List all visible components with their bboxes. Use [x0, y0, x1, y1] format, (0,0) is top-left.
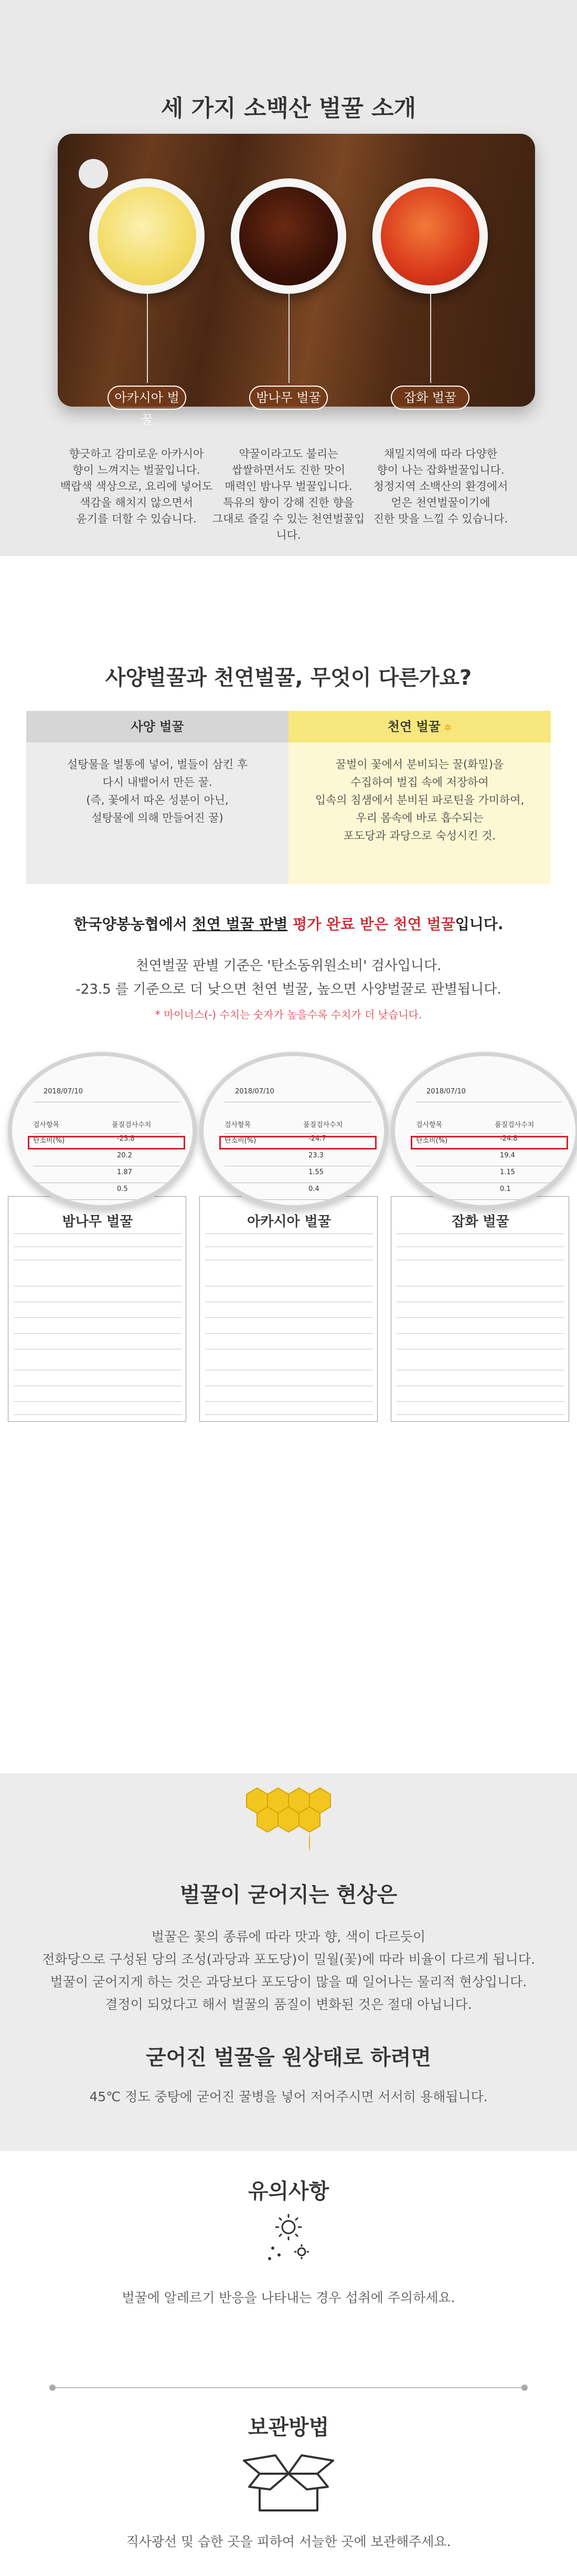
wildflower-description: 채밀지역에 따라 다양한 향이 나는 잡화벌꿀입니다. 청정지역 소백산의 환경에서 얻은 천연벌꿀이기에 진한 맛을 느낄 수 있습니다.	[373, 448, 508, 525]
kapa-line-2: -23.5 를 기준으로 더 낮으면 천연 벌꿀, 높으면 사양벌꿀로 판별됩니다.	[76, 982, 501, 997]
kapa-test-section	[0, 913, 577, 1773]
wildflower-label: 잡화 벌꿀	[391, 386, 469, 410]
co2-highlight-box	[219, 1136, 377, 1149]
compare-title: 사양벌꿀과 천연벌꿀, 무엇이 다른가요?	[105, 666, 472, 690]
natural-honey-header: 천연 벌꿀 ✲	[288, 711, 551, 742]
co2-value: -23.8	[117, 1135, 135, 1143]
sun-sparkle-icon	[257, 2209, 320, 2266]
caution-body: 벌꿀에 알레르기 반응을 나타내는 경우 섭취에 주의하세요.	[122, 2290, 455, 2305]
crystal-title: 벌꿀이 굳어지는 현상은	[179, 1883, 398, 1907]
compare-section	[0, 556, 577, 913]
doc-label: 잡화 벌꿀	[433, 1210, 528, 1231]
crystallization-section	[0, 1773, 577, 2151]
crystal-body: 벌꿀은 꽃의 종류에 따라 맛과 향, 색이 다르듯이 전화당으로 구성된 당의 조성(과당과 포도당)이 밀월(꽃)에 따라 비율이 다르게 됩니다. 벌꿀이 굳어지게 하는 것은 과당보다 포도당이 많을 때 일어나는 물리적 현상입니다. 결정이 되었다고 해서 벌꿀의 품질이 변화된 것은 절대 아닙니다.	[42, 1929, 535, 2012]
caution-title: 유의사항	[248, 2179, 329, 2204]
restore-body: 45℃ 정도 중탕에 굳어진 꿀병을 넣어 저어주시면 서서히 용해됩니다.	[89, 2089, 488, 2104]
kapa-line-1: 천연벌꿀 판별 기준은 '탄소동위원소비' 검사입니다.	[135, 958, 442, 974]
feed-honey-header: 사양 벌꿀	[26, 711, 288, 742]
doc-label: 밤나무 벌꿀	[50, 1210, 145, 1231]
natural-honey-body: 꿀벌이 꽃에서 분비되는 꿀(화밀)을 수집하여 벌집 속에 저장하여 입속의 침샘에서 분비된 파로틴을 가미하여, 우리 몸속에 바로 흡수되는 포도당과 과당으로 숙성시킨 것.	[288, 742, 551, 884]
chestnut-bowl-image	[231, 178, 346, 294]
sparkle-icon: ✲	[440, 722, 452, 733]
doc-label: 아카시아 벌꿀	[242, 1210, 336, 1231]
box-icon	[239, 2447, 338, 2516]
restore-title: 굳어진 벌꿀을 원상태로 하려면	[145, 2046, 432, 2070]
acacia-label: 아카시아 벌꿀	[108, 386, 186, 410]
kapa-note: * 마이너스(-) 수치는 숫자가 높을수록 수치가 더 낮습니다.	[155, 1008, 422, 1021]
certificate-doc-chestnut	[8, 1196, 186, 1422]
co2-highlight-box	[28, 1136, 185, 1149]
co2-value: -24.8	[500, 1135, 518, 1143]
storage-title: 보관방법	[248, 2415, 329, 2440]
compare-table	[26, 711, 551, 884]
chestnut-description: 약꿀이라고도 불리는 쌉쌀하면서도 진한 맛이 매력인 밤나무 벌꿀입니다. 특유의 향이 강해 진한 향을 그대로 즐길 수 있는 천연벌꿀입니다.	[212, 448, 365, 541]
acacia-bowl-image	[89, 178, 205, 294]
storage-body: 직사광선 및 습한 곳을 피하여 서늘한 곳에 보관해주세요.	[126, 2534, 451, 2549]
co2-highlight-box	[411, 1136, 568, 1149]
co2-value: -24.7	[308, 1135, 326, 1143]
feed-honey-body: 설탕물을 벌통에 넣어, 벌들이 삼킨 후 다시 내뱉어서 만든 꿀. (즉, 꽃에서 따온 성분이 아닌, 설탕물에 의해 만들어진 꿀)	[26, 742, 288, 884]
magnifier-chestnut: 2018/07/10 검사항목 품질검사수치 탄소비(%) -23.8 20.2 1.87 0.5	[8, 1052, 197, 1209]
chestnut-label: 밤나무 벌꿀	[249, 386, 328, 410]
intro-title: 세 가지 소백산 벌꿀 소개	[161, 95, 416, 122]
honeycomb-icon	[231, 1773, 346, 1857]
magnifier-wildflower: 2018/07/10 검사항목 품질검사수치 탄소비(%) -24.8 19.4 1.15 0.1	[391, 1052, 577, 1209]
section-divider	[52, 2387, 525, 2388]
certificate-doc-acacia	[199, 1196, 378, 1422]
honey-intro-section	[0, 0, 577, 556]
caution-storage-section	[0, 2151, 577, 2576]
acacia-description: 향긋하고 감미로운 아카시아 향이 느껴지는 벌꿀입니다. 백랍색 색상으로, 요리에 넣어도 색감을 해치지 않으면서 윤기를 더할 수 있습니다.	[60, 448, 213, 525]
wildflower-bowl-image	[372, 178, 488, 294]
magnifier-acacia: 2018/07/10 검사항목 품질검사수치 탄소비(%) -24.7 23.3 1.55 0.4	[199, 1052, 388, 1209]
kapa-headline: 한국양봉농협에서 천연 벌꿀 판별 평가 완료 받은 천연 벌꿀입니다.	[73, 916, 504, 933]
certificate-doc-wildflower	[391, 1196, 569, 1422]
